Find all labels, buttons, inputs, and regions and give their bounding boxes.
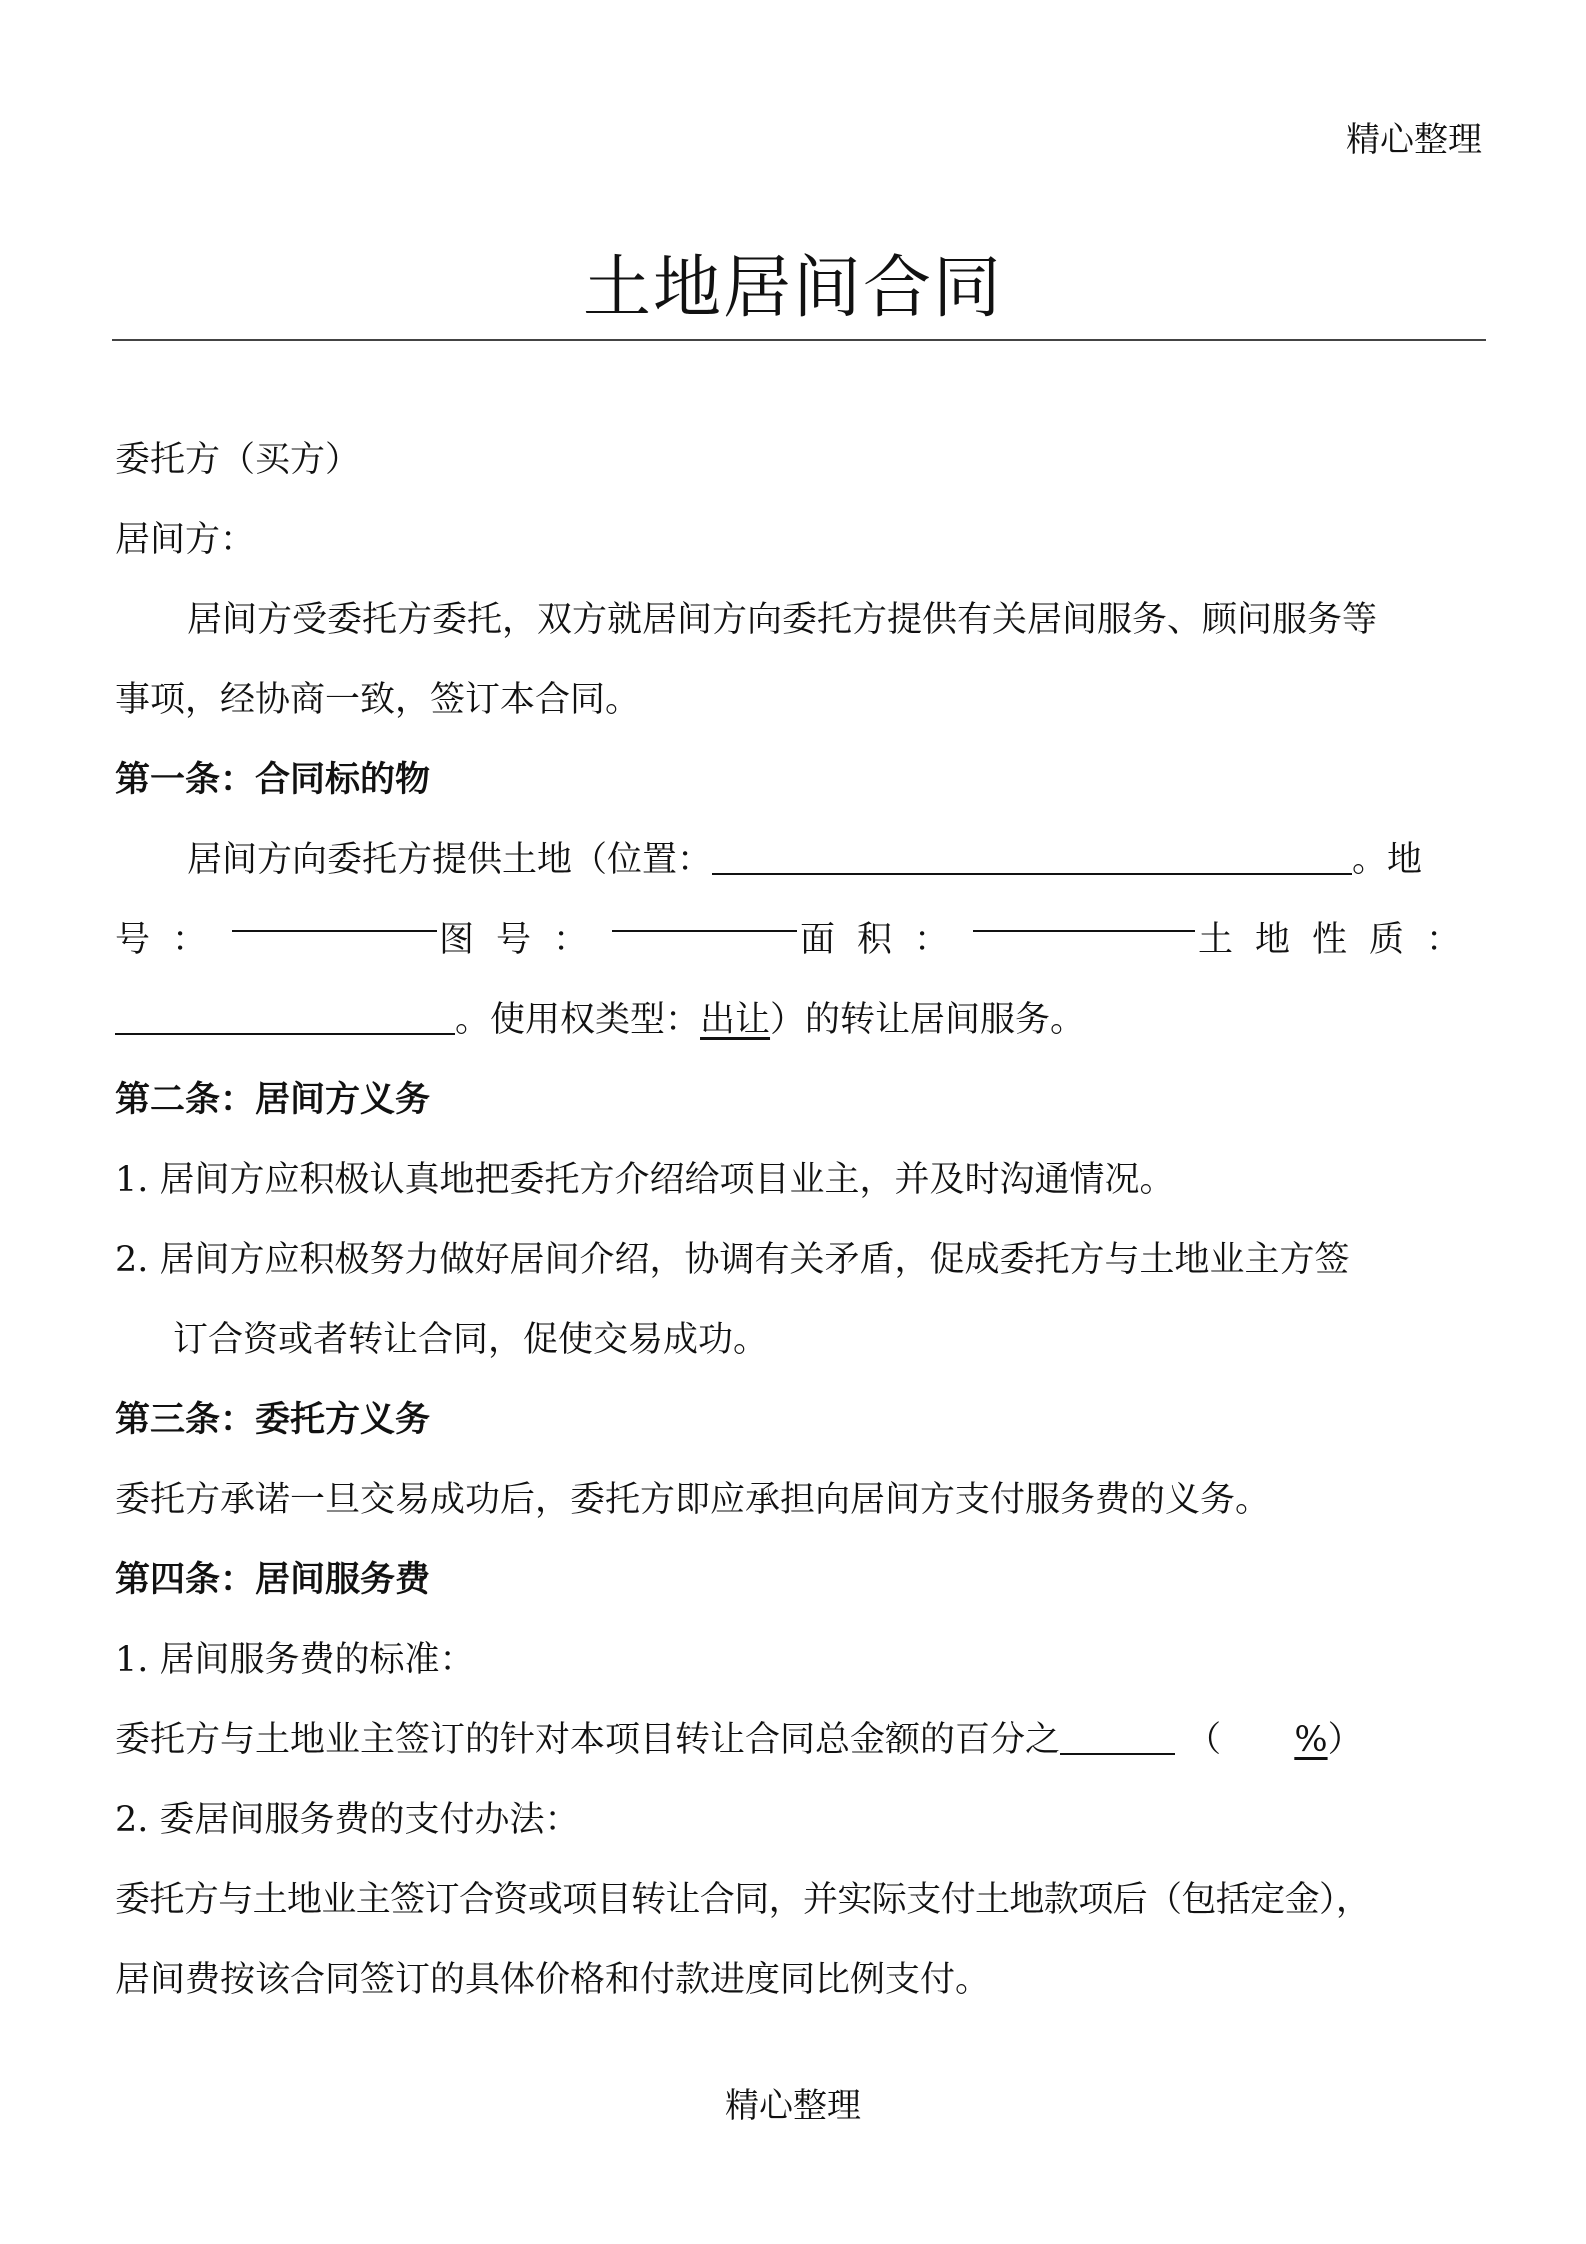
article-1-line-3	[115, 980, 1483, 1060]
rate-text: 委托方与土地业主签订的针对本项目转让合同总金额的百分之	[115, 1720, 1061, 1760]
right-type-label: 。使用权类型：	[455, 1000, 701, 1040]
rate-percent-blank	[1232, 1720, 1327, 1760]
payment-line-2: 居间费按该合同签订的具体价格和付款进度同比例支付。	[115, 1960, 991, 2000]
article-4-item-1: 1. 居间服务费的标准：	[115, 1640, 475, 1680]
item-number: 2.	[115, 1240, 149, 1280]
item-text: 居间方应积极努力做好居间介绍，协调有关矛盾，促成委托方与土地业主方签	[159, 1240, 1350, 1280]
title-divider	[112, 339, 1486, 341]
article-2-item-2-continued: 订合资或者转让合同，促使交易成功。	[173, 1320, 769, 1360]
lot-no-label: 号：	[115, 920, 230, 960]
payment-line-1: 委托方与土地业主签订合资或项目转让合同，并实际支付土地款项后（包括定金），	[115, 1880, 1371, 1920]
article-1-line-1	[115, 820, 1483, 900]
map-no-label: 图号：	[438, 920, 610, 960]
article-4-item-2: 2. 委居间服务费的支付办法：	[115, 1800, 580, 1840]
area-label: 面积：	[799, 920, 971, 960]
location-end: 。地	[1352, 840, 1423, 880]
article-3-heading: 第三条：委托方义务	[115, 1399, 431, 1440]
article-3-text: 委托方承诺一旦交易成功后，委托方即应承担向居间方支付服务费的义务。	[115, 1480, 1271, 1520]
page-header: 精心整理	[1346, 120, 1482, 160]
article-4-rate-line	[115, 1700, 1483, 1780]
land-nature-label: 土地性质：	[1197, 920, 1483, 960]
article-2-item-1	[115, 1140, 1483, 1220]
article-1-end: ）的转让居间服务。	[770, 1000, 1086, 1040]
item-text: 居间方应积极认真地把委托方介绍给项目业主，并及时沟通情况。	[159, 1160, 1175, 1200]
article-1-heading: 第一条：合同标的物	[115, 759, 431, 800]
item-number: 1.	[115, 1160, 149, 1200]
rate-blank	[1060, 1723, 1175, 1755]
map-no-blank	[612, 900, 797, 932]
broker-party-line: 居间方：	[115, 520, 256, 560]
intro-line-2: 事项，经协商一致，签订本合同。	[115, 680, 641, 720]
location-blank	[712, 843, 1352, 875]
article-1-line-2	[115, 900, 1483, 980]
rate-percent-sign: %	[1294, 1720, 1328, 1760]
land-nature-blank	[115, 1003, 455, 1035]
rate-open: （	[1186, 1720, 1222, 1760]
article-2-heading: 第二条：居间方义务	[115, 1079, 431, 1120]
contract-body	[115, 420, 1483, 2020]
page-footer: 精心整理	[725, 2086, 861, 2126]
article-4-heading: 第四条：居间服务费	[115, 1559, 431, 1600]
article-2-item-2	[115, 1220, 1483, 1300]
intro-line-1: 居间方受委托方委托，双方就居间方向委托方提供有关居间服务、顾问服务等	[187, 600, 1378, 640]
location-label: 居间方向委托方提供土地（位置：	[187, 840, 713, 880]
area-blank	[973, 900, 1195, 932]
document-title: 土地居间合同	[582, 249, 1003, 328]
right-type-value: 出让	[700, 1000, 771, 1040]
rate-close: ）	[1327, 1720, 1363, 1760]
lot-no-blank	[232, 900, 437, 932]
client-party-line: 委托方（买方）	[115, 440, 361, 480]
